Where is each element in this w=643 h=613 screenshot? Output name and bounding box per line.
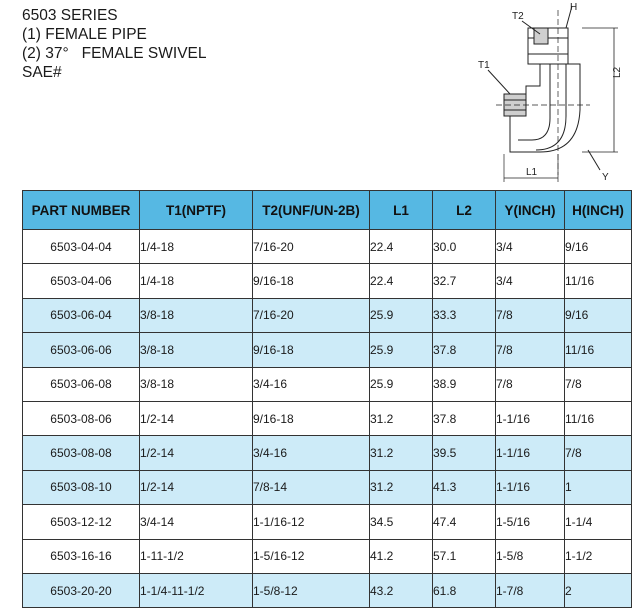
cell-l1: 43.2: [370, 573, 433, 607]
cell-t2: 9/16-18: [253, 333, 370, 367]
cell-y: 7/8: [496, 298, 565, 332]
cell-h: 1-1/2: [565, 539, 632, 573]
cell-part-number: 6503-08-10: [23, 470, 140, 504]
cell-part-number: 6503-04-06: [23, 264, 140, 298]
cell-l1: 34.5: [370, 505, 433, 539]
cell-h: 11/16: [565, 401, 632, 435]
cell-t1: 3/4-14: [140, 505, 253, 539]
series-heading: [22, 6, 207, 82]
cell-h: 1-1/4: [565, 505, 632, 539]
t2-label: T2: [512, 11, 524, 22]
cell-part-number: 6503-06-04: [23, 298, 140, 332]
l1-label: L1: [526, 167, 538, 178]
end-2-description: (2) 37° FEMALE SWIVEL: [22, 45, 207, 62]
cell-l2: 41.3: [433, 470, 496, 504]
cell-y: 1-5/8: [496, 539, 565, 573]
elbow-fitting-diagram: [470, 0, 643, 185]
cell-h: 7/8: [565, 436, 632, 470]
table-row: [23, 264, 632, 298]
cell-t1: 3/8-18: [140, 333, 253, 367]
h-label: H: [570, 2, 578, 13]
cell-t1: 1/2-14: [140, 401, 253, 435]
cell-l2: 30.0: [433, 230, 496, 264]
series-title: 6503 SERIES: [22, 7, 118, 24]
cell-l1: 22.4: [370, 230, 433, 264]
table-row: [23, 401, 632, 435]
cell-l1: 31.2: [370, 470, 433, 504]
table-header-row: [23, 191, 632, 230]
cell-l2: 33.3: [433, 298, 496, 332]
cell-t1: 1/2-14: [140, 436, 253, 470]
cell-t1: 1-1/4-11-1/2: [140, 573, 253, 607]
end-1-description: (1) FEMALE PIPE: [22, 26, 147, 43]
cell-h: 9/16: [565, 298, 632, 332]
table-row: [23, 539, 632, 573]
table-row: [23, 230, 632, 264]
header-t2: T2(UNF/UN-2B): [253, 191, 370, 230]
table-row: [23, 298, 632, 332]
table-row: [23, 573, 632, 607]
cell-part-number: 6503-06-06: [23, 333, 140, 367]
cell-l1: 31.2: [370, 436, 433, 470]
cell-l2: 61.8: [433, 573, 496, 607]
cell-h: 11/16: [565, 264, 632, 298]
cell-h: 7/8: [565, 367, 632, 401]
cell-l2: 32.7: [433, 264, 496, 298]
y-label: Y: [602, 172, 609, 183]
cell-y: 7/8: [496, 333, 565, 367]
cell-y: 3/4: [496, 230, 565, 264]
cell-part-number: 6503-08-06: [23, 401, 140, 435]
table-row: [23, 436, 632, 470]
cell-l2: 37.8: [433, 401, 496, 435]
specs-table: [22, 190, 632, 608]
header-part-number: PART NUMBER: [23, 191, 140, 230]
cell-y: 1-1/16: [496, 436, 565, 470]
cell-l1: 41.2: [370, 539, 433, 573]
cell-h: 1: [565, 470, 632, 504]
table-row: [23, 367, 632, 401]
cell-t1: 1-11-1/2: [140, 539, 253, 573]
table-row: [23, 470, 632, 504]
cell-l1: 25.9: [370, 333, 433, 367]
cell-h: 9/16: [565, 230, 632, 264]
header-h: H(INCH): [565, 191, 632, 230]
cell-h: 11/16: [565, 333, 632, 367]
cell-t2: 7/16-20: [253, 298, 370, 332]
cell-t1: 1/4-18: [140, 230, 253, 264]
cell-t2: 9/16-18: [253, 264, 370, 298]
cell-y: 1-7/8: [496, 573, 565, 607]
cell-part-number: 6503-04-04: [23, 230, 140, 264]
cell-part-number: 6503-12-12: [23, 505, 140, 539]
header-l1: L1: [370, 191, 433, 230]
cell-l2: 57.1: [433, 539, 496, 573]
cell-l2: 39.5: [433, 436, 496, 470]
cell-part-number: 6503-16-16: [23, 539, 140, 573]
cell-y: 7/8: [496, 367, 565, 401]
cell-part-number: 6503-06-08: [23, 367, 140, 401]
sae-label: SAE#: [22, 64, 62, 81]
t1-label: T1: [478, 60, 490, 71]
cell-l1: 25.9: [370, 367, 433, 401]
cell-t2: 1-5/16-12: [253, 539, 370, 573]
cell-l1: 25.9: [370, 298, 433, 332]
cell-t1: 3/8-18: [140, 367, 253, 401]
cell-l2: 38.9: [433, 367, 496, 401]
cell-t2: 1-1/16-12: [253, 505, 370, 539]
cell-y: 1-5/16: [496, 505, 565, 539]
table-row: [23, 505, 632, 539]
cell-t2: 3/4-16: [253, 367, 370, 401]
cell-l1: 22.4: [370, 264, 433, 298]
header-t1: T1(NPTF): [140, 191, 253, 230]
cell-y: 1-1/16: [496, 401, 565, 435]
cell-y: 1-1/16: [496, 470, 565, 504]
cell-t2: 7/16-20: [253, 230, 370, 264]
cell-part-number: 6503-08-08: [23, 436, 140, 470]
cell-l2: 47.4: [433, 505, 496, 539]
cell-l1: 31.2: [370, 401, 433, 435]
cell-part-number: 6503-20-20: [23, 573, 140, 607]
cell-t2: 3/4-16: [253, 436, 370, 470]
header-l2: L2: [433, 191, 496, 230]
cell-t2: 7/8-14: [253, 470, 370, 504]
header-y: Y(INCH): [496, 191, 565, 230]
cell-t2: 1-5/8-12: [253, 573, 370, 607]
cell-l2: 37.8: [433, 333, 496, 367]
cell-h: 2: [565, 573, 632, 607]
fitting-drawing: [470, 0, 643, 185]
cell-t2: 9/16-18: [253, 401, 370, 435]
cell-t1: 3/8-18: [140, 298, 253, 332]
cell-y: 3/4: [496, 264, 565, 298]
cell-t1: 1/2-14: [140, 470, 253, 504]
cell-t1: 1/4-18: [140, 264, 253, 298]
l2-label: L2: [612, 66, 623, 78]
table-row: [23, 333, 632, 367]
